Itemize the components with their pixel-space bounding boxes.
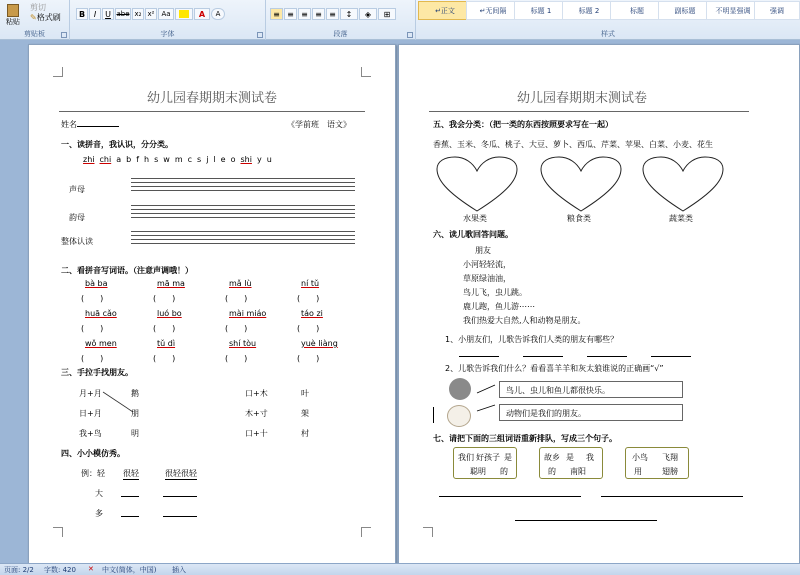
- answer-parentheses[interactable]: ( ): [153, 354, 176, 363]
- pinyin-letter: e: [220, 155, 226, 164]
- line-spacing-icon: ↕: [345, 9, 353, 19]
- example-label: 例：轻: [81, 469, 105, 478]
- style-normal[interactable]: ↵正文: [418, 1, 472, 20]
- pinyin-word: mā ma: [157, 279, 185, 288]
- pinyin-word: luó bo: [157, 309, 182, 318]
- answer-line[interactable]: [601, 496, 743, 497]
- page-count[interactable]: 页面: 2/2: [4, 566, 34, 574]
- header-rule: [59, 111, 365, 112]
- word-group-box: 故乡 是 我 的 南阳: [539, 447, 603, 479]
- pinyin-word: ní tǔ: [301, 279, 320, 288]
- row-label: 整体认读: [61, 237, 93, 246]
- page-title: 幼儿园春期期末测试卷: [146, 91, 277, 106]
- pinyin-word: huā cǎo: [85, 309, 117, 318]
- align-center-icon: ≡: [287, 9, 294, 19]
- pinyin-word: tǔ dì: [157, 339, 176, 348]
- answer-parentheses[interactable]: ( ): [153, 324, 176, 333]
- answer-blank[interactable]: [163, 496, 197, 497]
- answer-parentheses[interactable]: ( ): [81, 324, 104, 333]
- format-painter-button[interactable]: ✎格式刷: [30, 13, 61, 22]
- page-1[interactable]: [28, 44, 396, 564]
- paragraph-launcher-icon[interactable]: [407, 32, 413, 38]
- answer-blank[interactable]: [163, 516, 197, 517]
- pinyin-letter: zhi: [83, 155, 95, 164]
- italic-button[interactable]: I: [89, 8, 101, 20]
- exercise-word: 多: [95, 509, 103, 518]
- page-title: 幼儿园春期期末测试卷: [516, 91, 647, 106]
- align-left-button[interactable]: [270, 8, 283, 20]
- match-item: 月+月: [79, 389, 102, 398]
- pinyin-row: [83, 155, 272, 164]
- answer-parentheses[interactable]: ( ): [225, 354, 248, 363]
- brush-icon: ✎: [30, 13, 37, 22]
- pinyin-word: wǒ men: [85, 339, 117, 348]
- writing-lines: [131, 178, 355, 194]
- example-word: 很轻: [123, 469, 139, 478]
- crop-mark: [53, 527, 63, 537]
- answer-line[interactable]: [515, 520, 657, 521]
- pinyin-letter: u: [266, 155, 272, 164]
- answer-parentheses[interactable]: ( ): [297, 354, 320, 363]
- styles-group-label: 样式: [601, 30, 615, 38]
- pinyin-letter: w: [163, 155, 170, 164]
- match-item: 架: [301, 409, 309, 418]
- pinyin-word: mǎ lù: [229, 279, 252, 288]
- paste-icon: [7, 4, 19, 17]
- crop-mark: [361, 527, 371, 537]
- bold-button[interactable]: B: [76, 8, 88, 20]
- justify-button[interactable]: [312, 8, 325, 20]
- crop-mark: [361, 67, 371, 77]
- heart-shape: [539, 155, 623, 213]
- font-group: [70, 0, 266, 40]
- font-color-button[interactable]: A: [194, 8, 210, 20]
- paste-button[interactable]: 粘贴: [2, 2, 24, 28]
- exercise-word: 大: [95, 489, 103, 498]
- style-subtle-emphasis[interactable]: 不明显强调: [706, 1, 760, 20]
- superscript-button[interactable]: x²: [145, 8, 157, 20]
- answer-parentheses[interactable]: ( ): [297, 294, 320, 303]
- answer-line[interactable]: [439, 496, 581, 497]
- styles-gallery: [416, 0, 800, 40]
- cut-button[interactable]: 剪切: [30, 3, 46, 12]
- heart-label: 水果类: [463, 214, 487, 223]
- style-title[interactable]: 标题: [610, 1, 664, 20]
- heart-shape: [641, 155, 725, 213]
- paragraph-group: [266, 0, 416, 40]
- style-emphasis[interactable]: 强调: [754, 1, 800, 20]
- match-item: 木+寸: [245, 409, 268, 418]
- align-left-icon: ≡: [273, 9, 280, 19]
- section-6-heading: 六、读儿歌回答问题。: [433, 230, 513, 239]
- pinyin-letter: f: [136, 155, 140, 164]
- crop-mark: [423, 527, 433, 537]
- pinyin-word: yuè liàng: [301, 339, 338, 348]
- answer-blank[interactable]: [121, 496, 139, 497]
- font-group-label: 字体: [160, 30, 175, 38]
- poem-line: 草原绿油油，: [463, 274, 511, 283]
- word-count[interactable]: 字数: 420: [44, 566, 76, 574]
- insert-mode[interactable]: 插入: [172, 566, 186, 574]
- page-2[interactable]: [398, 44, 800, 564]
- pinyin-word: bà ba: [85, 279, 108, 288]
- class-label: 《学前班 语文》: [287, 120, 351, 129]
- pinyin-letter: a: [116, 155, 122, 164]
- answer-parentheses[interactable]: ( ): [153, 294, 176, 303]
- pinyin-letter: s: [154, 155, 159, 164]
- clipboard-group: [0, 0, 70, 40]
- clipboard-launcher-icon[interactable]: [61, 32, 67, 38]
- heart-shape: [435, 155, 519, 213]
- match-item: 村: [301, 429, 309, 438]
- style-heading-2[interactable]: 标题 2: [562, 1, 616, 20]
- strikethrough-button[interactable]: abe: [116, 10, 130, 18]
- pinyin-word: mài miáo: [229, 309, 267, 318]
- status-bar: [0, 563, 800, 575]
- pinyin-word: táo zi: [301, 309, 323, 318]
- example-word: 很轻很轻: [165, 469, 197, 478]
- poem-line: 鹿儿跑，鱼儿游⋯⋯: [463, 302, 535, 311]
- match-item: 鹅: [131, 389, 139, 398]
- crop-mark: [53, 67, 63, 77]
- highlighter-icon: [179, 10, 189, 18]
- answer-blank[interactable]: [121, 516, 139, 517]
- answer-blank[interactable]: [459, 356, 499, 357]
- name-label: 姓名: [61, 119, 119, 130]
- pinyin-letter: h: [144, 155, 150, 164]
- distribute-icon: ≡: [329, 9, 336, 19]
- section-1-heading: 一、读拼音，我认识，分分类。: [61, 140, 173, 149]
- pinyin-letter: j: [206, 155, 209, 164]
- align-right-button[interactable]: [298, 8, 311, 20]
- row-label: 韵母: [69, 213, 85, 222]
- section-5-heading: 五、我会分类：（把一类的东西按照要求写在一起）: [433, 120, 613, 129]
- section-3-heading: 三、手拉手找朋友。: [61, 368, 133, 377]
- borders-button[interactable]: [378, 8, 396, 20]
- distribute-button[interactable]: [326, 8, 339, 20]
- pinyin-letter: c: [187, 155, 193, 164]
- match-item: 口+十: [245, 429, 268, 438]
- justify-icon: ≡: [315, 9, 322, 19]
- answer-blank[interactable]: [587, 356, 627, 357]
- header-rule: [429, 111, 749, 112]
- heart-label: 蔬菜类: [669, 214, 693, 223]
- ribbon: [0, 0, 800, 40]
- style-subtitle[interactable]: 副标题: [658, 1, 712, 20]
- poem-line: 小河轻轻流，: [463, 260, 511, 269]
- answer-parentheses[interactable]: ( ): [225, 324, 248, 333]
- match-item: 日+月: [79, 409, 102, 418]
- question-1: 1、小朋友们，儿歌告诉我们人类的朋友有哪些？: [445, 335, 619, 344]
- paint-bucket-icon: ◈: [364, 9, 372, 19]
- line-spacing-button[interactable]: [340, 8, 358, 20]
- change-case-button[interactable]: Aa: [158, 8, 174, 20]
- answer-parentheses[interactable]: ( ): [81, 354, 104, 363]
- match-item: 口+木: [245, 389, 268, 398]
- answer-parentheses[interactable]: ( ): [297, 324, 320, 333]
- heart-label: 粮食类: [567, 214, 591, 223]
- answer-parentheses[interactable]: ( ): [81, 294, 104, 303]
- match-item: 我+鸟: [79, 429, 102, 438]
- style-heading-1[interactable]: 标题 1: [514, 1, 568, 20]
- poem-line: 鸟儿飞，虫儿跳。: [463, 288, 527, 297]
- answer-blank[interactable]: [523, 356, 563, 357]
- section-2-heading: 二、看拼音写词语。（注意声调哦！）: [61, 266, 193, 275]
- match-item: 朋: [131, 409, 139, 418]
- pinyin-letter: l: [213, 155, 216, 164]
- row-label: 声母: [69, 185, 85, 194]
- word-group-box: 小鸟 飞翔 用 翅膀: [625, 447, 689, 479]
- text-cursor: [433, 407, 434, 423]
- pinyin-letter: chi: [99, 155, 112, 164]
- pinyin-letter: m: [174, 155, 183, 164]
- pinyin-letter: shi: [240, 155, 252, 164]
- highlight-button[interactable]: [175, 8, 193, 20]
- pinyin-letter: b: [126, 155, 132, 164]
- underline-button[interactable]: U: [102, 8, 114, 20]
- border-icon: ⊞: [383, 9, 391, 19]
- pleasant-goat-icon: [447, 405, 471, 427]
- section-4-heading: 四、小小模仿秀。: [61, 449, 125, 458]
- subscript-button[interactable]: x₂: [132, 8, 144, 20]
- answer-box[interactable]: 鸟儿、虫儿和鱼儿都很快乐。: [499, 381, 683, 398]
- poem-line: 我们热爱大自然,人和动物是朋友。: [463, 316, 586, 325]
- answer-parentheses[interactable]: ( ): [225, 294, 248, 303]
- poem-title: 朋友: [475, 246, 491, 255]
- answer-box[interactable]: 动物们是我们的朋友。: [499, 404, 683, 421]
- style-no-spacing[interactable]: ↵无间隔: [466, 1, 520, 20]
- question-2: 2、儿歌告诉我们什么？看看喜羊羊和灰太狼谁说的正确画“√”: [445, 364, 664, 373]
- writing-lines: [131, 205, 355, 221]
- pinyin-letter: y: [256, 155, 262, 164]
- shading-button[interactable]: [359, 8, 377, 20]
- pinyin-letter: o: [230, 155, 236, 164]
- grey-wolf-icon: [449, 378, 471, 400]
- proofing-icon[interactable]: ✕: [88, 565, 94, 573]
- pinyin-word: shí tòu: [229, 339, 257, 348]
- align-right-icon: ≡: [301, 9, 308, 19]
- writing-lines: [131, 231, 355, 247]
- language-indicator[interactable]: 中文(简体，中国): [102, 566, 157, 574]
- clipboard-group-label: 剪贴板: [24, 30, 45, 38]
- items-list: 香蕉、玉米、冬瓜、桃子、大豆、萝卜、西瓜、芹菜、苹果、白菜、小麦、花生: [433, 140, 713, 149]
- align-center-button[interactable]: [284, 8, 297, 20]
- pinyin-letter: s: [197, 155, 202, 164]
- section-7-heading: 七、请把下面的三组词语重新排队，写成三个句子。: [433, 434, 617, 443]
- word-group-box: 我们 好孩子 是 聪明 的: [453, 447, 517, 479]
- match-item: 明: [131, 429, 139, 438]
- enclose-char-button[interactable]: A: [211, 8, 225, 20]
- answer-blank[interactable]: [651, 356, 691, 357]
- font-launcher-icon[interactable]: [257, 32, 263, 38]
- connector-lines: [475, 379, 497, 419]
- paragraph-group-label: 段落: [333, 30, 348, 38]
- match-item: 叶: [301, 389, 309, 398]
